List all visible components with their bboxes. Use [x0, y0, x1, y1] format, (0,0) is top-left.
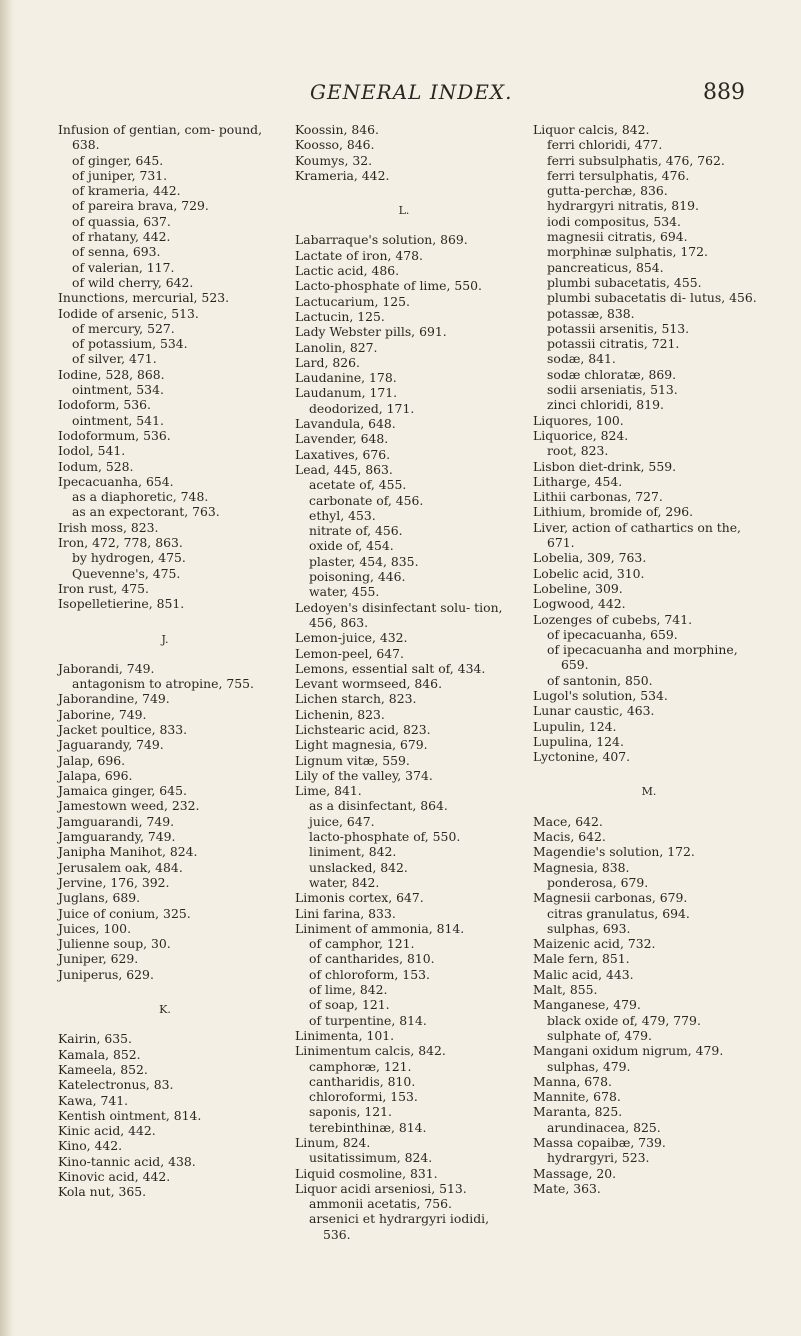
index-entry: Mangani oxidum nigrum, 479. [533, 1043, 724, 1059]
index-entry: sodæ chloratæ, 869. [547, 366, 677, 382]
index-entry: of santonin, 850. [547, 672, 653, 688]
index-entry: Linimentum calcis, 842. [295, 1043, 446, 1059]
index-entry: Maizenic acid, 732. [533, 936, 656, 952]
index-entry: as a diaphoretic, 748. [72, 489, 209, 505]
index-entry: Quevenne's, 475. [72, 565, 181, 581]
index-entry: Lithium, bromide of, 296. [533, 504, 694, 520]
index-entry: Liniment of ammonia, 814. [295, 920, 465, 936]
index-entry: Manganese, 479. [533, 997, 641, 1013]
index-entry: morphinæ sulphatis, 172. [547, 244, 708, 260]
index-entry: carbonate of, 456. [309, 492, 424, 508]
index-entry: camphoræ, 121. [309, 1058, 412, 1074]
index-entry: ointment, 541. [72, 412, 164, 428]
index-entry: of senna, 693. [72, 244, 161, 260]
index-entry: Juniper, 629. [58, 951, 139, 967]
index-entry: Litharge, 454. [533, 473, 623, 489]
index-entry: Male fern, 851. [533, 951, 630, 967]
index-entry: pancreaticus, 854. [547, 259, 664, 275]
index-entry: magnesii citratis, 694. [547, 229, 688, 245]
index-entry: Jaborine, 749. [58, 706, 147, 722]
index-entry: Lime, 841. [295, 783, 362, 799]
index-entry: water, 842. [309, 874, 380, 890]
index-entry: Iodol, 541. [58, 443, 126, 459]
index-entry: Kairin, 635. [58, 1031, 132, 1047]
index-entry: Lignum vitæ, 559. [295, 752, 410, 768]
index-entry: arsenici et hydrargyri iodidi, 536. [309, 1211, 490, 1242]
index-entry: Lupulina, 124. [533, 733, 624, 749]
index-entry: Irish moss, 823. [58, 519, 159, 535]
index-entry: antagonism to atropine, 755. [72, 676, 254, 692]
index-entry: sulphas, 479. [547, 1058, 631, 1074]
index-entry: acetate of, 455. [309, 477, 407, 493]
index-entry: Koumys, 32. [295, 152, 373, 168]
index-entry: Kawa, 741. [58, 1092, 129, 1108]
index-entry: as a disinfectant, 864. [309, 798, 448, 814]
index-entry: citras granulatus, 694. [547, 905, 690, 921]
index-entry: Lemons, essential salt of, 434. [295, 660, 486, 676]
index-entry: Labarraque's solution, 869. [295, 232, 468, 248]
index-entry: Katelectronus, 83. [58, 1077, 174, 1093]
index-entry: hydrargyri nitratis, 819. [547, 198, 699, 214]
index-entry: Iodine, 528, 868. [58, 366, 165, 382]
index-entry: of lime, 842. [309, 982, 388, 998]
index-entry: Juice of conium, 325. [58, 905, 191, 921]
index-entry: Magendie's solution, 172. [533, 844, 695, 860]
index-entry: Jalap, 696. [58, 752, 126, 768]
section-letter: K. [159, 1003, 171, 1017]
index-entry: Magnesii carbonas, 679. [533, 890, 688, 906]
index-entry: Lichen starch, 823. [295, 691, 417, 707]
index-entry: gutta-perchæ, 836. [547, 183, 668, 199]
index-entry: Mate, 363. [533, 1180, 601, 1196]
index-entry: Kinovic acid, 442. [58, 1169, 171, 1184]
index-entry: usitatissimum, 824. [309, 1150, 433, 1166]
index-entry: of turpentine, 814. [309, 1012, 427, 1028]
index-entry: Lemon-juice, 432. [295, 630, 408, 646]
index-entry: ointment, 534. [72, 382, 164, 398]
index-entry: Juglans, 689. [58, 890, 141, 906]
index-entry: root, 823. [547, 443, 609, 459]
index-entry: Lisbon diet-drink, 559. [533, 458, 677, 474]
index-entry: Koosso, 846. [295, 137, 375, 153]
section-letter: J. [161, 632, 169, 646]
index-entry: ammonii acetatis, 756. [309, 1196, 452, 1212]
index-entry: Jervine, 176, 392. [58, 874, 170, 890]
index-entry: Inunctions, mercurial, 523. [58, 290, 230, 306]
index-entry: Jalapa, 696. [58, 767, 133, 783]
index-entry: Krameria, 442. [295, 167, 390, 183]
index-entry: Logwood, 442. [533, 596, 626, 612]
index-entry: plaster, 454, 835. [309, 553, 419, 569]
index-column-3 [533, 122, 765, 1196]
index-entry: of silver, 471. [72, 351, 157, 367]
index-entry: saponis, 121. [309, 1104, 392, 1120]
index-entry: of mercury, 527. [72, 320, 175, 336]
index-entry: Ledoyen's disinfectant solu- tion, 456, 863. [295, 599, 503, 630]
index-entry: plumbi subacetatis, 455. [547, 274, 702, 290]
index-entry: Kino, 442. [58, 1138, 123, 1154]
index-entry: Laudanum, 171. [295, 385, 398, 401]
index-entry: ponderosa, 679. [547, 874, 649, 890]
index-entry: iodi compositus, 534. [547, 213, 681, 229]
index-entry: Mannite, 678. [533, 1089, 621, 1105]
index-entry: Lichenin, 823. [295, 706, 385, 722]
index-entry: Jamguarandy, 749. [58, 829, 176, 845]
index-entry: Jamestown weed, 232. [58, 798, 200, 814]
index-entry: as an expectorant, 763. [72, 504, 220, 520]
running-header [0, 80, 801, 110]
index-entry: Liquorice, 824. [533, 427, 629, 443]
index-entry: sodæ, 841. [547, 351, 616, 367]
index-entry: Iron, 472, 778, 863. [58, 535, 183, 551]
index-entry: Kinic acid, 442. [58, 1123, 156, 1139]
index-entry: juice, 647. [309, 813, 375, 829]
index-entry: arundinacea, 825. [547, 1119, 661, 1135]
index-entry: Massage, 20. [533, 1165, 617, 1181]
index-entry: ethyl, 453. [309, 507, 376, 523]
index-entry: potassii arsenitis, 513. [547, 320, 690, 336]
index-entry: ferri tersulphatis, 476. [547, 167, 690, 183]
index-entry: Lacto-phosphate of lime, 550. [295, 278, 482, 294]
index-entry: water, 455. [309, 584, 380, 600]
index-entry: Malic acid, 443. [533, 966, 634, 982]
index-entry: Kamala, 852. [58, 1046, 141, 1062]
index-entry: Iodide of arsenic, 513. [58, 305, 199, 321]
index-entry: Limonis cortex, 647. [295, 890, 424, 906]
index-entry: terebinthinæ, 814. [309, 1119, 427, 1135]
index-entry: Lithii carbonas, 727. [533, 489, 663, 505]
index-entry: Kola nut, 365. [58, 1184, 147, 1200]
index-entry: of cantharides, 810. [309, 951, 435, 967]
index-entry: Malt, 855. [533, 982, 598, 998]
index-entry: Iron rust, 475. [58, 580, 149, 596]
page-number: 889 [703, 80, 745, 105]
index-entry: by hydrogen, 475. [72, 550, 186, 566]
index-entry: Lavandula, 648. [295, 416, 396, 432]
index-entry: chloroformi, 153. [309, 1089, 418, 1105]
running-title: GENERAL INDEX. [310, 80, 513, 104]
index-entry: Juniperus, 629. [58, 966, 154, 982]
index-entry: Lobelic acid, 310. [533, 565, 645, 581]
index-entry: Infusion of gentian, com- pound, 638. [58, 122, 263, 153]
index-entry: Kameela, 852. [58, 1061, 148, 1077]
index-entry: Julienne soup, 30. [58, 936, 171, 952]
index-entry: Lanolin, 827. [295, 339, 378, 355]
index-entry: oxide of, 454. [309, 538, 394, 554]
index-entry: of chloroform, 153. [309, 966, 430, 982]
index-entry: Lactucin, 125. [295, 308, 385, 324]
index-entry: Iodoform, 536. [58, 397, 151, 413]
index-entry: Lactucarium, 125. [295, 293, 410, 309]
index-entry: of krameria, 442. [72, 183, 181, 199]
index-entry: Liquores, 100. [533, 412, 624, 428]
index-entry: of camphor, 121. [309, 936, 415, 952]
index-entry: Liver, action of cathartics on the, 671. [533, 519, 741, 551]
index-entry: poisoning, 446. [309, 569, 406, 585]
index-entry: Levant wormseed, 846. [295, 676, 443, 692]
index-entry: deodorized, 171. [309, 400, 415, 416]
index-entry: sodii arseniatis, 513. [547, 382, 678, 398]
index-entry: of ginger, 645. [72, 152, 164, 168]
index-entry: Lactate of iron, 478. [295, 247, 423, 263]
index-entry: of juniper, 731. [72, 167, 168, 183]
index-entry: Iodum, 528. [58, 458, 134, 474]
index-entry: Lobeline, 309. [533, 580, 623, 596]
index-entry: Lemon-peel, 647. [295, 645, 404, 661]
index-entry: sulphate of, 479. [547, 1027, 652, 1043]
index-entry: Jaguarandy, 749. [58, 737, 164, 753]
index-entry: Mace, 642. [533, 813, 603, 829]
index-entry: Janipha Manihot, 824. [58, 844, 198, 860]
section-letter: M. [641, 785, 657, 799]
index-entry: Liquid cosmoline, 831. [295, 1165, 438, 1181]
index-entry: of valerian, 117. [72, 259, 175, 275]
index-entry: Lunar caustic, 463. [533, 703, 655, 719]
index-entry: Lily of the valley, 374. [295, 767, 433, 783]
index-entry: Lyctonine, 407. [533, 749, 631, 765]
index-entry: ferri chloridi, 477. [547, 137, 663, 153]
index-entry: Lupulin, 124. [533, 718, 617, 734]
index-entry: Koossin, 846. [295, 122, 379, 137]
index-entry: Lini farina, 833. [295, 905, 396, 921]
index-entry: Manna, 678. [533, 1073, 612, 1089]
index-entry: Jerusalem oak, 484. [58, 859, 183, 875]
index-entry: Lead, 445, 863. [295, 461, 393, 477]
index-entry: ferri subsulphatis, 476, 762. [547, 152, 725, 168]
page-edge-shadow [0, 0, 14, 1336]
index-entry: of ipecacuanha, 659. [547, 626, 678, 642]
index-entry: of wild cherry, 642. [72, 274, 194, 290]
index-entry: of ipecacuanha and morphine, 659. [547, 642, 738, 673]
index-entry: Lady Webster pills, 691. [295, 324, 447, 340]
index-entry: Laxatives, 676. [295, 446, 391, 462]
section-letter: L. [398, 204, 410, 218]
index-entry: liniment, 842. [309, 844, 397, 860]
index-entry: Lard, 826. [295, 354, 360, 370]
index-entry: Maranta, 825. [533, 1104, 623, 1120]
index-column-2 [295, 122, 513, 1242]
index-entry: Isopelletierine, 851. [58, 596, 185, 612]
index-entry: nitrate of, 456. [309, 523, 403, 539]
index-entry: Iodoformum, 536. [58, 427, 171, 443]
index-entry: potassii citratis, 721. [547, 336, 680, 352]
index-entry: Laudanine, 178. [295, 370, 397, 386]
index-entry: sulphas, 693. [547, 920, 631, 936]
index-entry: of soap, 121. [309, 997, 390, 1013]
index-entry: of quassia, 637. [72, 213, 171, 229]
index-entry: of potassium, 534. [72, 336, 188, 352]
index-entry: Jacket poultice, 833. [58, 721, 188, 737]
index-entry: Lozenges of cubebs, 741. [533, 611, 693, 627]
index-entry: Kentish ointment, 814. [58, 1107, 202, 1123]
index-entry: Macis, 642. [533, 829, 606, 845]
index-entry: Lobelia, 309, 763. [533, 550, 647, 566]
index-entry: hydrargyri, 523. [547, 1150, 650, 1166]
index-entry: Jaborandine, 749. [58, 691, 170, 707]
index-entry: Kino-tannic acid, 438. [58, 1153, 196, 1169]
index-entry: Magnesia, 838. [533, 859, 630, 875]
index-entry: Lactic acid, 486. [295, 263, 400, 279]
index-entry: Jaborandi, 749. [58, 660, 155, 676]
index-entry: Jamaica ginger, 645. [58, 783, 187, 799]
index-entry: of pareira brava, 729. [72, 198, 209, 214]
index-entry: Lavender, 648. [295, 431, 389, 447]
index-entry: lacto-phosphate of, 550. [309, 829, 461, 845]
index-column-1 [58, 122, 272, 1200]
index-entry: cantharidis, 810. [309, 1073, 416, 1089]
index-entry: Light magnesia, 679. [295, 737, 428, 753]
index-entry: unslacked, 842. [309, 859, 408, 875]
index-entry: Jamguarandi, 749. [58, 813, 175, 829]
index-entry: Lichstearic acid, 823. [295, 721, 431, 737]
index-entry: black oxide of, 479, 779. [547, 1012, 701, 1028]
index-entry: potassæ, 838. [547, 305, 635, 321]
index-entry: of rhatany, 442. [72, 229, 171, 245]
index-entry: zinci chloridi, 819. [547, 397, 664, 413]
index-entry: Massa copaibæ, 739. [533, 1135, 666, 1150]
index-entry: Linimenta, 101. [295, 1027, 395, 1043]
index-entry: Ipecacuanha, 654. [58, 473, 174, 489]
index-entry: Liquor calcis, 842. [533, 122, 650, 137]
index-entry: Liquor acidi arseniosi, 513. [295, 1180, 467, 1196]
index-entry: Juices, 100. [58, 920, 132, 936]
index-entry: Lugol's solution, 534. [533, 687, 668, 703]
index-entry: Linum, 824. [295, 1135, 371, 1150]
index-entry: plumbi subacetatis di- lutus, 456. [547, 290, 757, 306]
